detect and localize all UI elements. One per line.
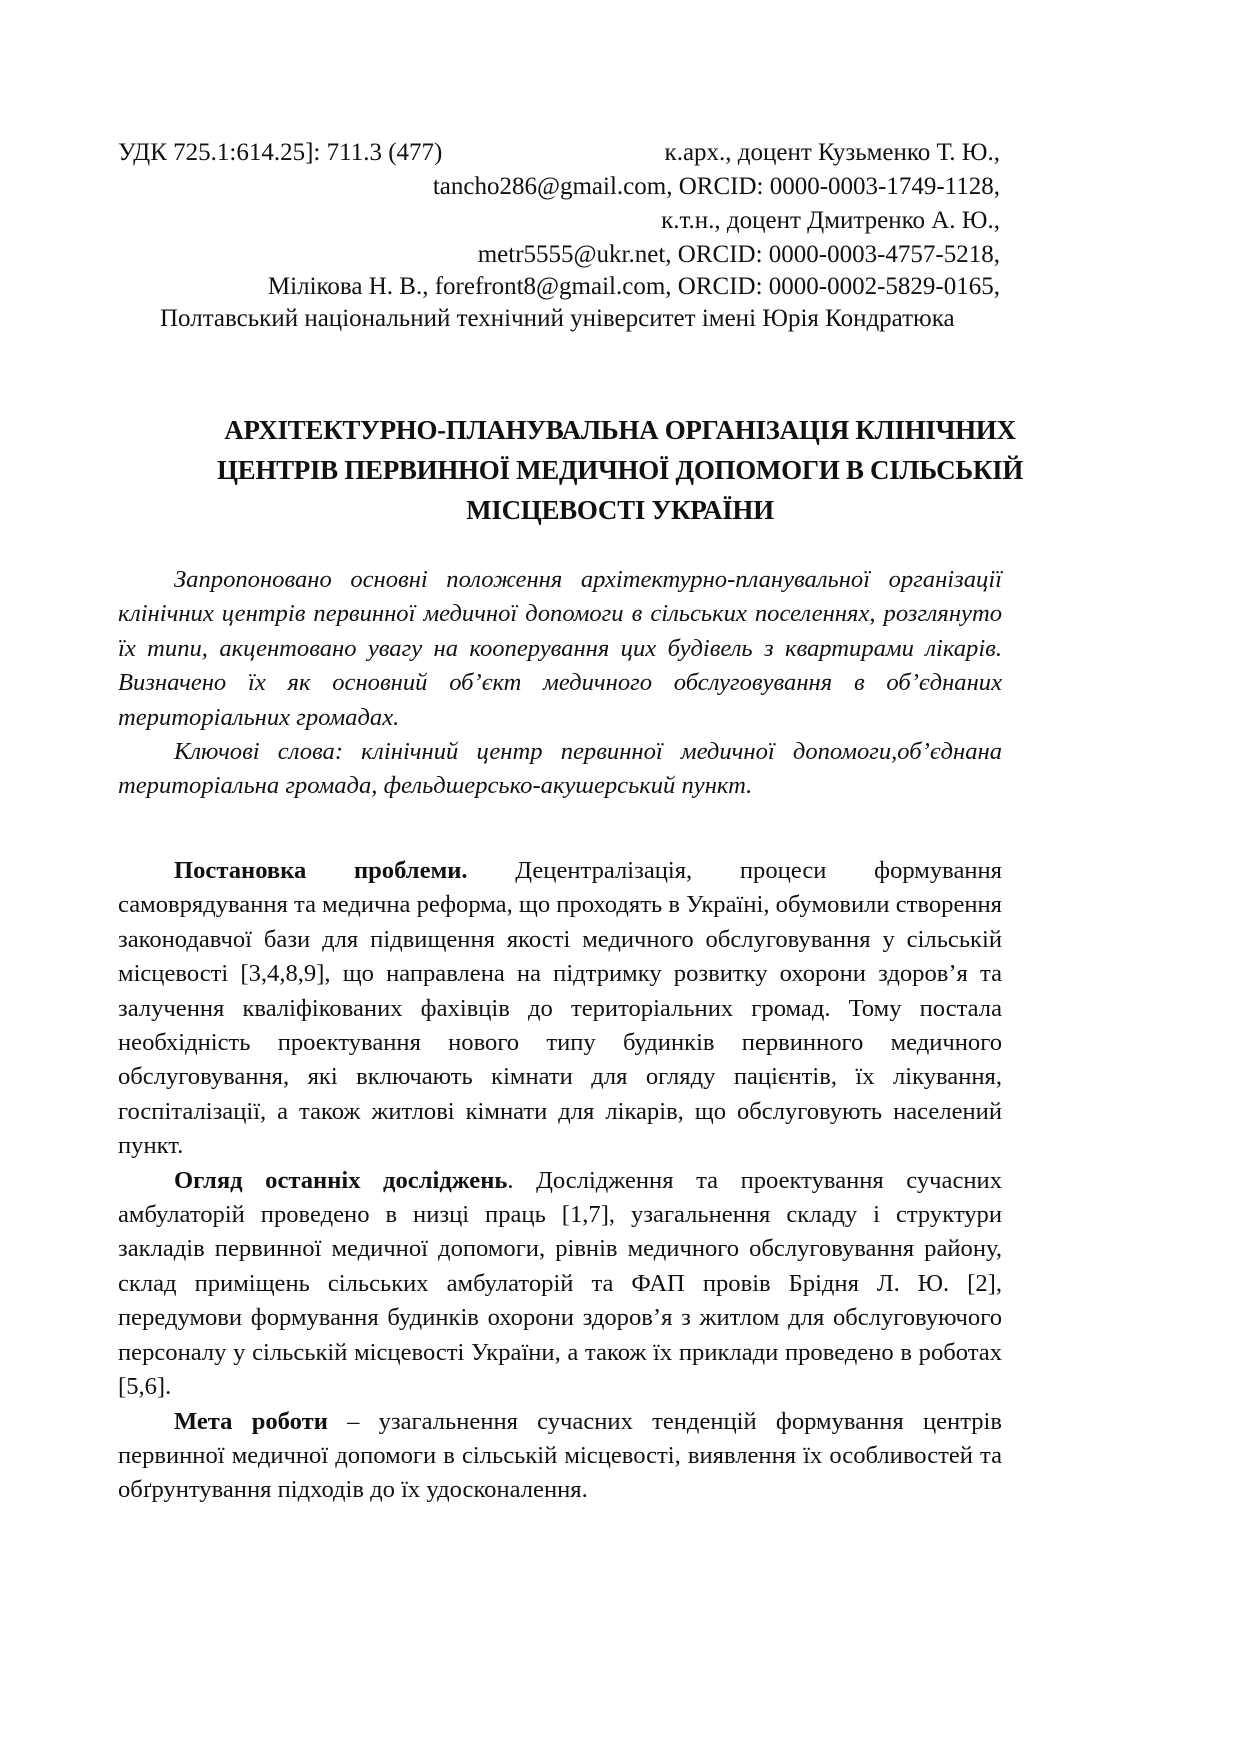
section-problem [118, 854, 1002, 1164]
author1-title: к.арх., доцент Кузьменко Т. Ю., [664, 139, 1000, 166]
section-heading: Огляд останніх досліджень [174, 1166, 508, 1194]
keywords-label: Ключові слова: [174, 738, 344, 766]
author1-contact: tancho286@gmail.com, ORCID: 0000-0003-1749-1128, [432, 173, 1000, 200]
abstract-text: Запропоновано основні положення архітектурно-планувальної організації клінічних центрів первинної медичної допомоги в сільських поселеннях, розглянуто їх типи, акцентовано увагу на кооперування цих будівель з квартирами лікарів. Визначено їх як основний об’єкт медичного обслуговування в об’єднаних територіальних громадах. [118, 566, 1002, 731]
title-line-1: АРХІТЕКТУРНО-ПЛАНУВАЛЬНА ОРГАНІЗАЦІЯ КЛІНІЧНИХ [224, 415, 1016, 445]
section-heading: Мета роботи [174, 1407, 328, 1435]
keywords [118, 735, 1002, 804]
author2-title: к.т.н., доцент Дмитренко А. Ю., [661, 207, 1000, 234]
section-paragraph: – узагальнення сучасних тенденцій формування центрів первинної медичної допомоги в сільській місцевості, виявлення їх особливостей та обґрунтування підходів до їх удосконалення. [118, 1407, 1002, 1504]
abstract [118, 563, 1002, 804]
affiliation: Полтавський національний технічний університет імені Юрія Кондратюка [160, 305, 955, 332]
paper-title [150, 410, 1090, 530]
section-paragraph: . Дослідження та проектування сучасних амбулаторій проведено в низці праць [1,7], узагальнення складу і структури закладів первинної медичної допомоги, рівнів медичного обслуговування району, склад приміщень сільських амбулаторій та ФАП провів Брідня Л. Ю. [2], передумови формування будинків охорони здоров’я з житлом для обслуговуючого персоналу у сільській місцевості України, а також їх приклади проведено в роботах [5,6]. [118, 1166, 1003, 1401]
author3-line: Мілікова Н. В., forefront8@gmail.com, ORCID: 0000-0002-5829-0165, [267, 273, 1000, 300]
author2-contact: metr5555@ukr.net, ORCID: 0000-0003-4757-5218, [477, 241, 1000, 268]
udk-code: УДК 725.1:614.25]: 711.3 (477) [118, 139, 443, 166]
section-heading: Постановка проблеми. [174, 857, 468, 884]
section-paragraph: Децентралізація, процеси формування самоврядування та медична реформа, що проходять в Україні, обумовили створення законодавчої бази для підвищення якості медичного обслуговування у сільській місцевості [3,4,8,9], що направлена на підтримку розвитку охорони здоров’я та залучення кваліфікованих фахівців до територіальних громад. Тому постала необхідність проектування нового типу будинків первинного медичного обслуговування, які включають кімнати для огляду пацієнтів, їх лікування, госпіталізації, а також житлові кімнати для лікарів, що обслуговують населений пункт. [118, 857, 1002, 1160]
title-line-2: ЦЕНТРІВ ПЕРВИННОЇ МЕДИЧНОЇ ДОПОМОГИ В СІЛЬСЬКІЙ [216, 455, 1024, 485]
title-line-3: МІСЦЕВОСТІ УКРАЇНИ [466, 495, 774, 525]
keywords-list: клінічний центр первинної медичної допомоги,об’єднана територіальна громада, фельдшерсько-акушерський пункт. [118, 738, 1002, 800]
section-goal [118, 1405, 1002, 1508]
section-review [118, 1164, 1002, 1405]
body-text [118, 854, 1002, 1508]
